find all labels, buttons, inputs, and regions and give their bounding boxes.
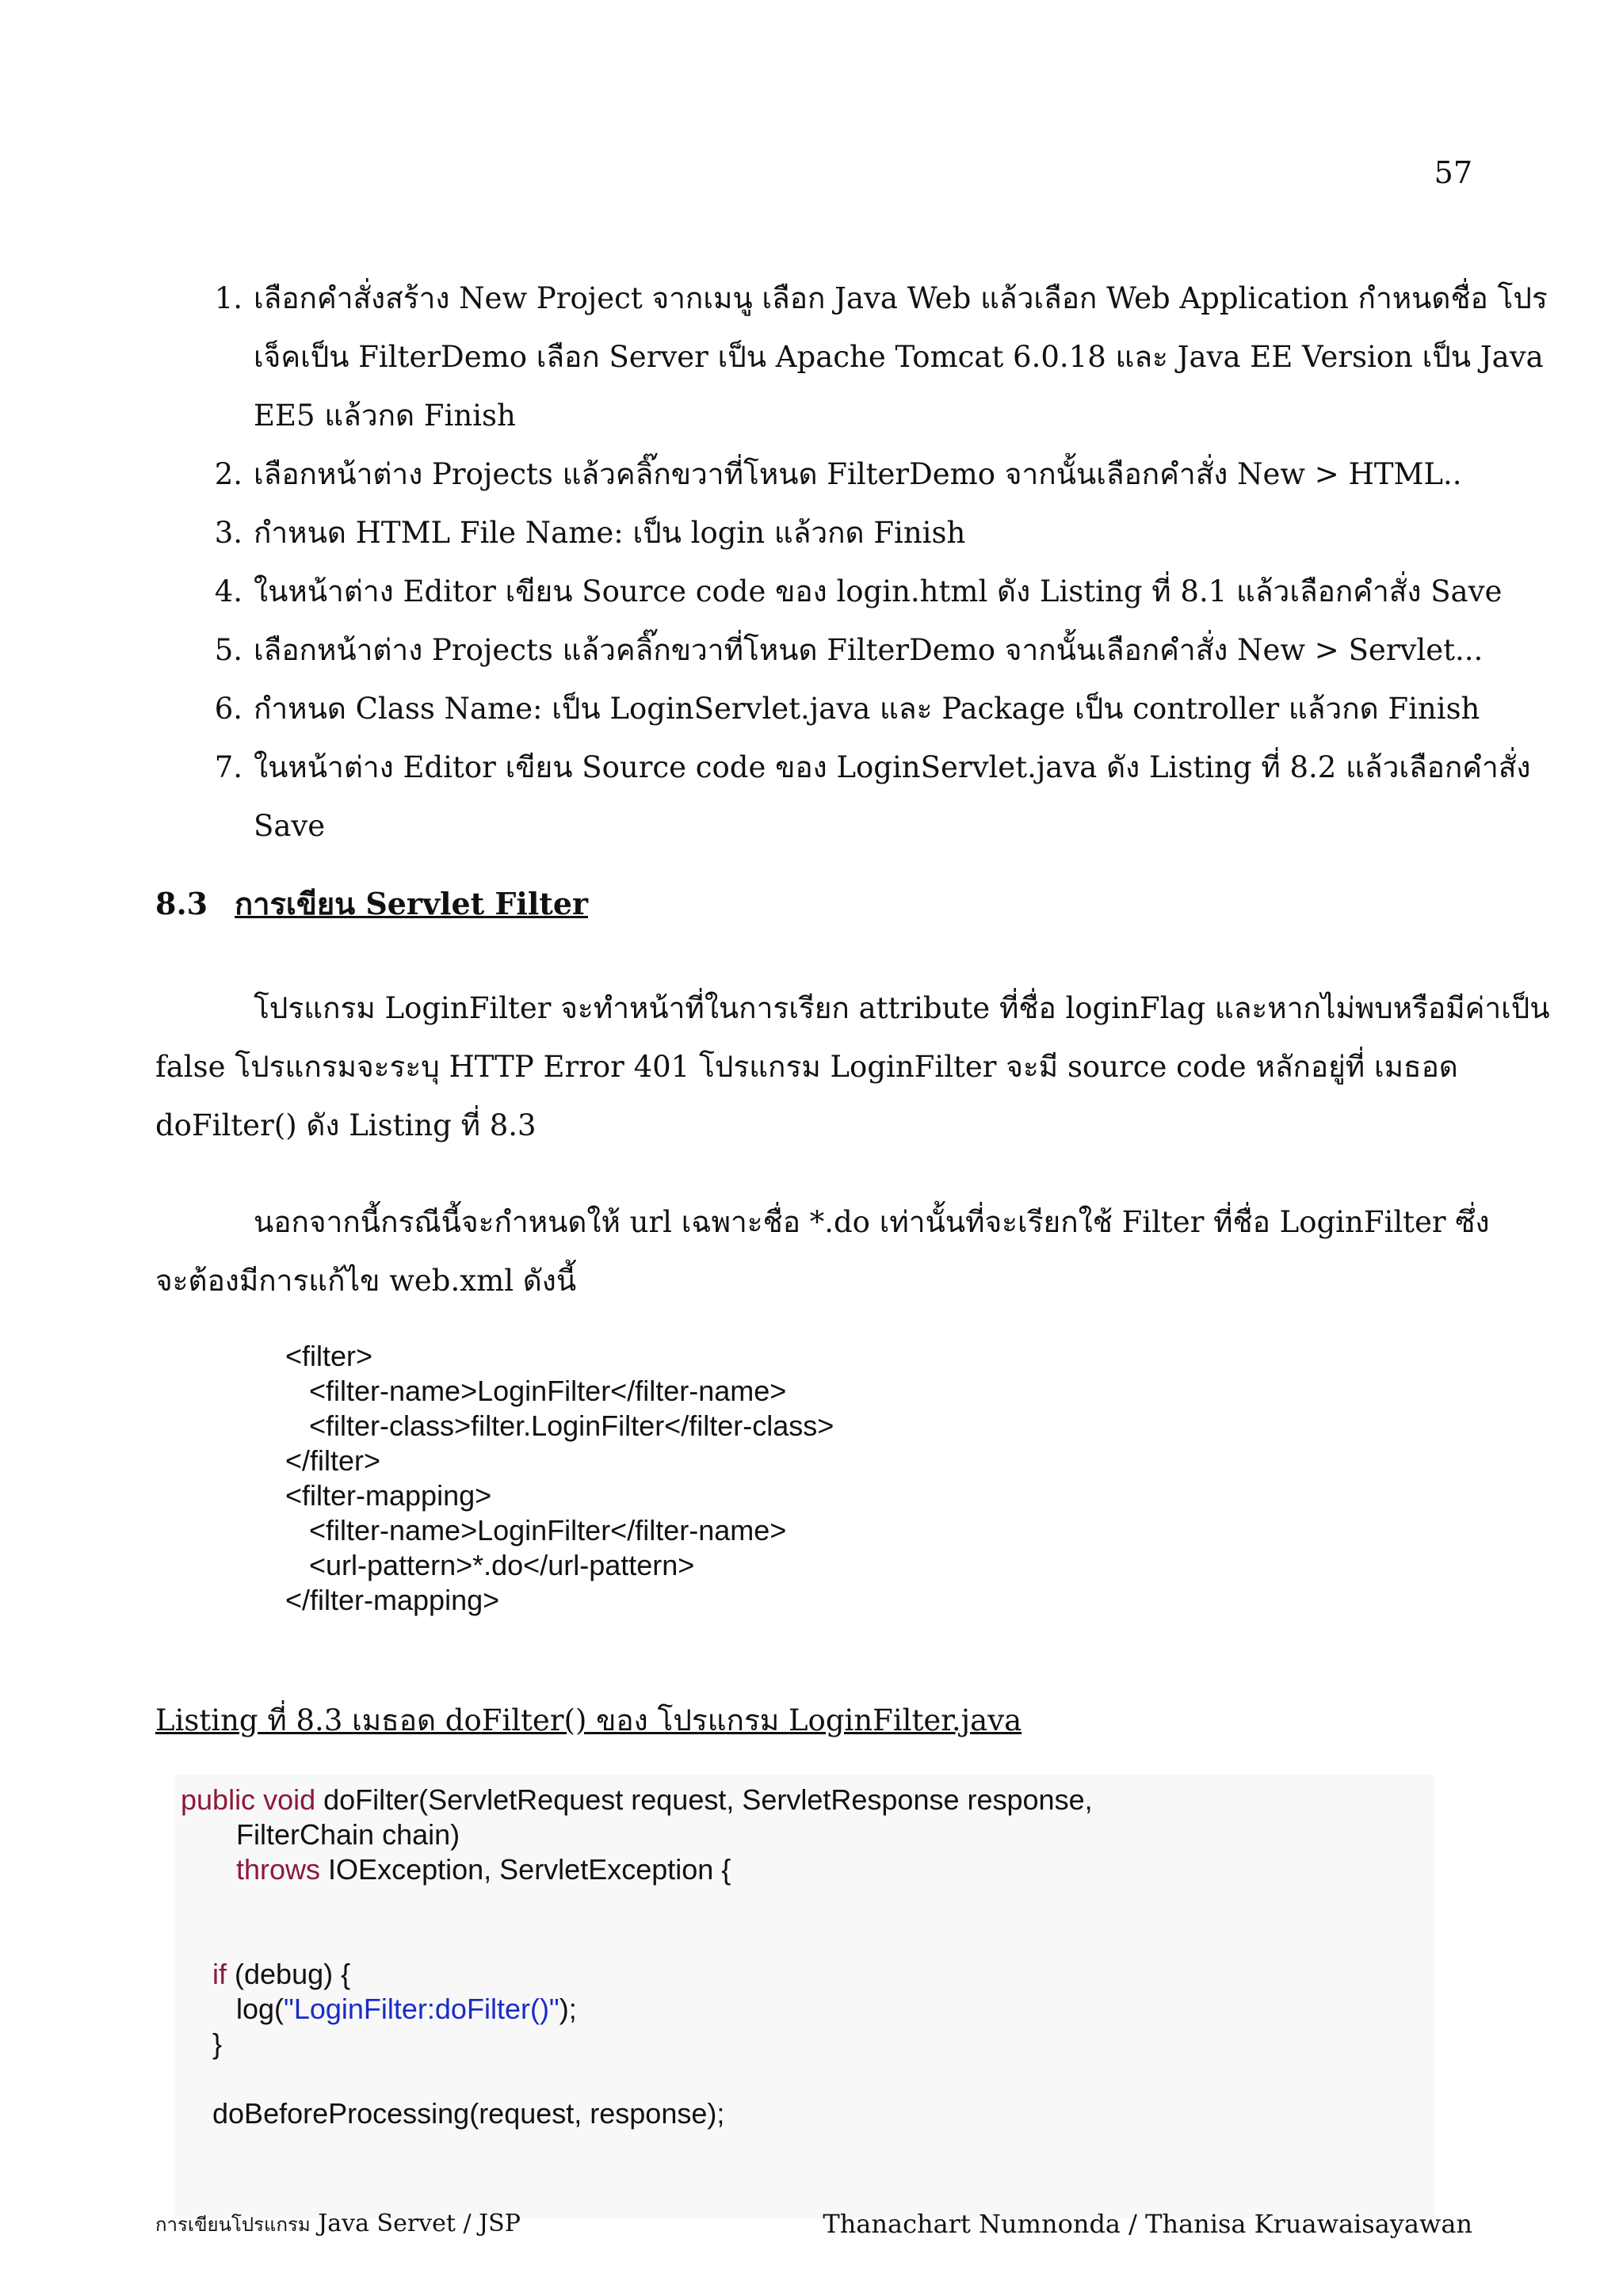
step-text-line: กำหนด Class Name: เป็น LoginServlet.java และ Package เป็น controller แล้วกด Finish (254, 692, 1480, 726)
code-text: log( (181, 1993, 285, 2025)
step-number: 4. (214, 574, 242, 608)
xml-line: <filter-name>LoginFilter</filter-name> (285, 1375, 787, 1407)
code-keyword: throws (236, 1853, 321, 1886)
code-line (181, 1783, 1093, 1817)
step-item (204, 680, 1480, 738)
code-text: IOException, ServletException { (320, 1853, 731, 1886)
step-text-line: เลือกหน้าต่าง Projects แล้วคลิ๊กขวาที่โหนด FilterDemo จากนั้นเลือกคำสั่ง New > HTML.. (254, 457, 1462, 491)
code-indent (181, 1958, 212, 1990)
paragraph-line: false โปรแกรมจะระบุ HTTP Error 401 โปรแกรม LoginFilter จะมี source code หลักอยู่ที่ เมธอด (155, 1050, 1458, 1084)
code-line (181, 1852, 1093, 1887)
step-item (204, 563, 1503, 621)
xml-line: </filter> (285, 1444, 381, 1477)
paragraph-line: จะต้องมีการแก้ไข web.xml ดังนี้ (155, 1264, 577, 1298)
paragraph-line: นอกจากนี้กรณีนี้จะกำหนดให้ url เฉพาะชื่อ *.do เท่านั้นที่จะเรียกใช้ Filter ที่ชื่อ LoginFilter ซึ่ง (254, 1205, 1490, 1239)
step-number: 5. (214, 633, 242, 667)
step-text-line: EE5 แล้วกด Finish (254, 399, 516, 433)
code-line-blank (181, 1922, 1093, 1957)
code-text: ); (559, 1993, 577, 2025)
paragraph-2 (155, 1193, 1490, 1310)
code-text: (debug) { (227, 1958, 351, 1990)
step-text-line: เลือกคำสั่งสร้าง New Project จากเมนู เลือก Java Web แล้วเลือก Web Application กำหนดชื่อ โปร (254, 281, 1548, 315)
footer-left (155, 2209, 521, 2240)
step-text-line: Save (254, 809, 326, 843)
code-keyword: public void (181, 1783, 316, 1816)
code-listing (181, 1783, 1093, 2131)
code-indent (181, 1853, 236, 1886)
section-heading (155, 879, 588, 928)
code-line-blank (181, 2061, 1093, 2096)
step-number: 3. (214, 516, 242, 550)
xml-line: </filter-mapping> (285, 1584, 500, 1616)
code-line-blank (181, 1887, 1093, 1922)
code-string: "LoginFilter:doFilter()" (284, 1993, 559, 2025)
code-line (181, 1957, 1093, 1992)
step-text-line: ในหน้าต่าง Editor เขียน Source code ของ LoginServlet.java ดัง Listing ที่ 8.2 แล้วเลือกคำสั่ง (254, 750, 1531, 784)
footer-authors: Thanachart Numnonda / Thanisa Kruawaisayawan (823, 2209, 1472, 2239)
step-item (204, 738, 1531, 856)
step-number: 1. (214, 281, 242, 315)
footer-thai-title: การเขียนโปรแกรม (155, 2214, 311, 2236)
footer-course: Java Servet / JSP (318, 2210, 521, 2237)
xml-line: <filter-mapping> (285, 1479, 492, 1512)
step-item (204, 445, 1472, 504)
section-title: การเขียน Servlet Filter (235, 886, 589, 921)
step-text-line: ในหน้าต่าง Editor เขียน Source code ของ login.html ดัง Listing ที่ 8.1 แล้วเลือกคำสั่ง Save (254, 574, 1503, 608)
step-text-line: เจ็คเป็น FilterDemo เลือก Server เป็น Apache Tomcat 6.0.18 และ Java EE Version เป็น Java (254, 340, 1544, 374)
xml-line: <url-pattern>*.do</url-pattern> (285, 1549, 695, 1581)
step-item (204, 269, 1548, 445)
step-item (204, 621, 1484, 680)
code-line: doBeforeProcessing(request, response); (181, 2097, 725, 2130)
page-number: 57 (1434, 155, 1472, 190)
xml-line: <filter> (285, 1340, 373, 1372)
step-list (204, 269, 1548, 856)
step-number: 7. (214, 750, 242, 784)
step-text-line: กำหนด HTML File Name: เป็น login แล้วกด Finish (254, 516, 966, 550)
code-text: doFilter(ServletRequest request, ServletResponse response, (315, 1783, 1093, 1816)
xml-line: <filter-name>LoginFilter</filter-name> (285, 1514, 787, 1547)
step-number: 6. (214, 692, 242, 726)
step-text-line: เลือกหน้าต่าง Projects แล้วคลิ๊กขวาที่โหนด FilterDemo จากนั้นเลือกคำสั่ง New > Servlet... (254, 633, 1484, 667)
code-line: } (181, 2027, 223, 2060)
xml-config-block (285, 1339, 834, 1618)
code-line (181, 1992, 1093, 2027)
paragraph-line: โปรแกรม LoginFilter จะทำหน้าที่ในการเรียก attribute ที่ชื่อ loginFlag และหากไม่พบหรือมีค่าเป็น (254, 991, 1550, 1025)
xml-line: <filter-class>filter.LoginFilter</filter-class> (285, 1409, 834, 1442)
code-keyword: if (212, 1958, 227, 1990)
step-number: 2. (214, 457, 242, 491)
paragraph-1 (155, 979, 1550, 1155)
code-line: FilterChain chain) (181, 1818, 460, 1851)
paragraph-line: doFilter() ดัง Listing ที่ 8.3 (155, 1108, 537, 1142)
step-item (204, 504, 1472, 563)
listing-caption: Listing ที่ 8.3 เมธอด doFilter() ของ โปรแกรม LoginFilter.java (155, 1703, 1022, 1737)
section-number: 8.3 (155, 886, 208, 921)
